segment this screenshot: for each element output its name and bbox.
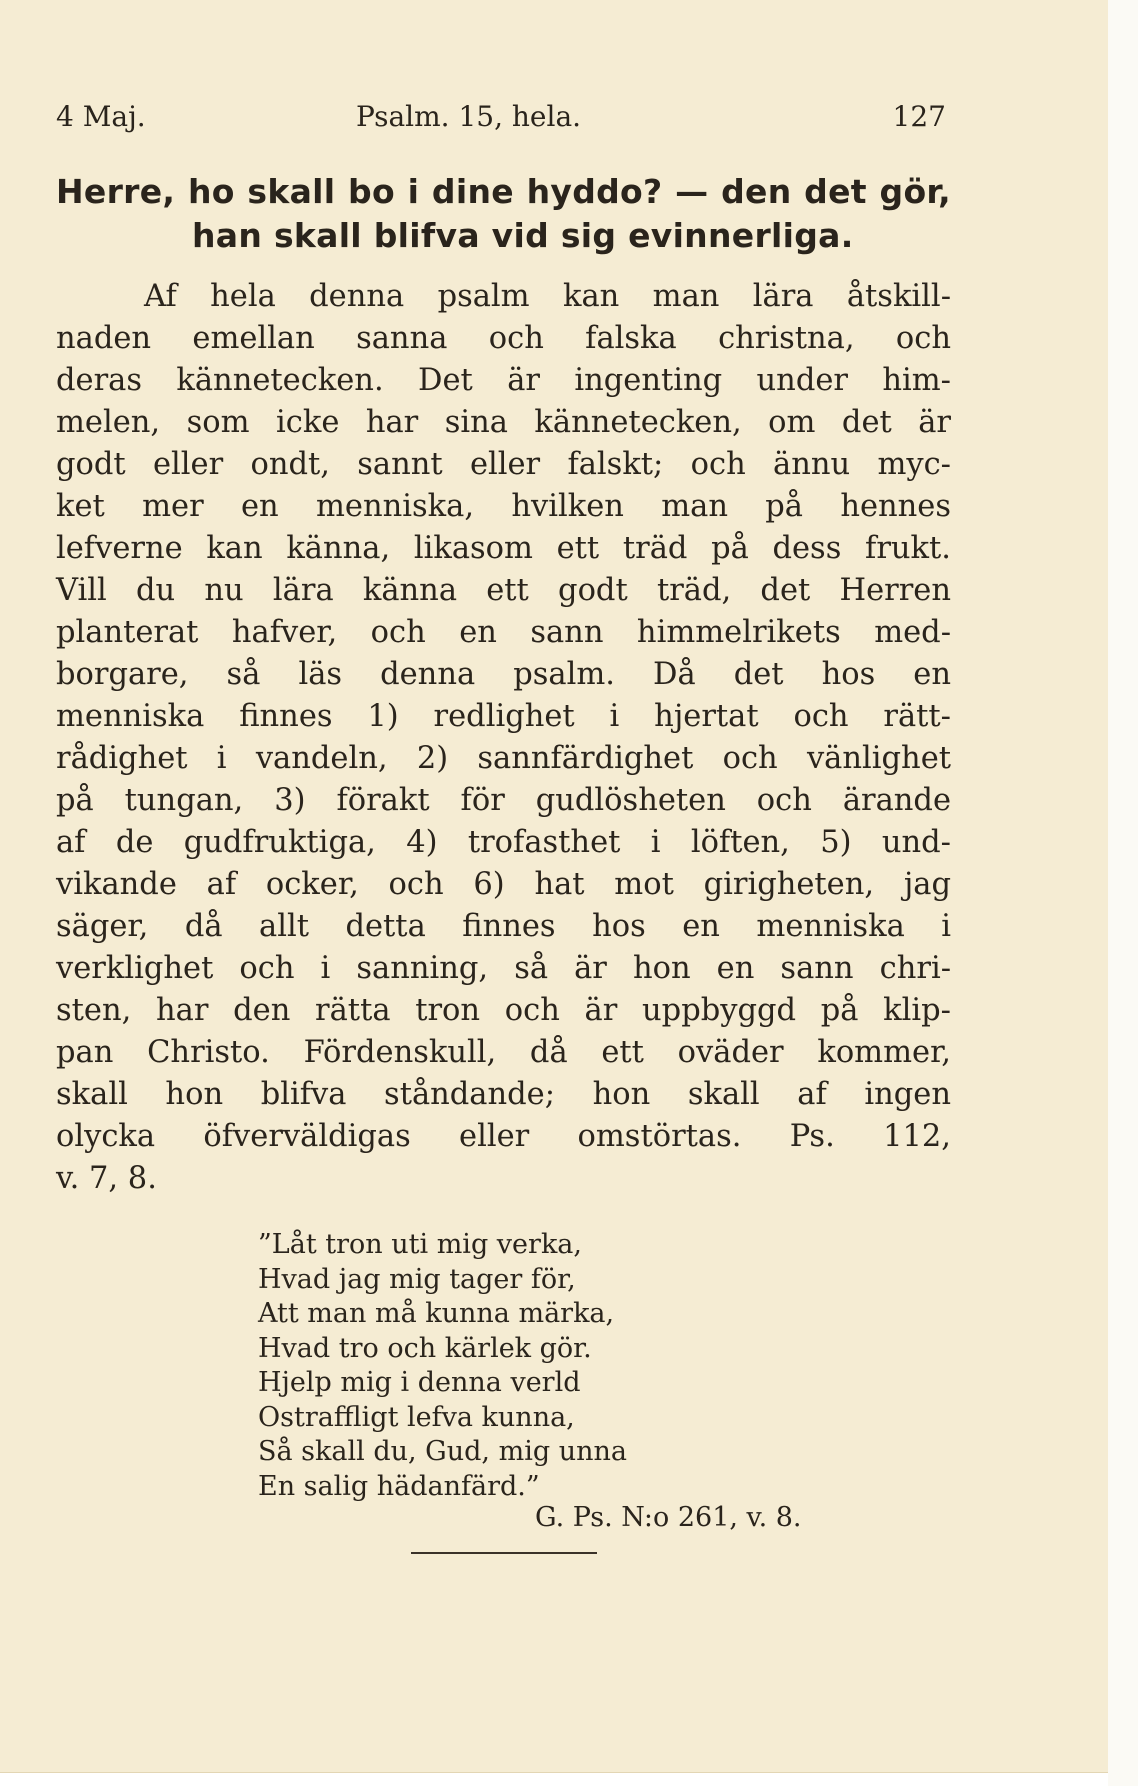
body-line: naden emellan sanna och falska christna, och: [56, 321, 951, 356]
body-line: sten, har den rätta tron och är uppbyggd på klip-: [56, 993, 951, 1028]
body-line: säger, då allt detta finnes hos en menniska i: [56, 909, 951, 944]
verse-line: Hjelp mig i denna verld: [258, 1367, 581, 1398]
header-date: 4 Maj.: [56, 100, 146, 133]
body-line: Af hela denna psalm kan man lära åtskill-: [144, 279, 951, 314]
verse-line: ”Låt tron uti mig verka,: [258, 1229, 582, 1260]
section-divider: [411, 1552, 597, 1554]
verse-line: Hvad tro och kärlek gör.: [258, 1332, 592, 1364]
body-line: Vill du nu lära känna ett godt träd, det Herren: [56, 573, 951, 608]
header-psalm-reference: Psalm. 15, hela.: [356, 100, 582, 133]
scan-margin: [1108, 0, 1138, 1786]
body-line: rådighet i vandeln, 2) sannfärdighet och vänlighet: [56, 741, 951, 776]
body-line: planterat hafver, och en sann himmelrikets med-: [56, 615, 951, 650]
running-head: [56, 100, 946, 140]
verse-line: En salig hädanfärd.”: [258, 1470, 540, 1502]
body-line: af de gudfruktiga, 4) trofasthet i löften, 5) und-: [56, 825, 951, 860]
hymn-verse: [258, 1228, 898, 1504]
body-line: borgare, så läs denna psalm. Då det hos en: [56, 657, 951, 692]
motto-line-1: Herre, ho skall bo i dine hyddo? — den det gör,: [56, 172, 951, 211]
body-line: skall hon blifva ståndande; hon skall af ingen: [56, 1077, 951, 1112]
verse-line: Hvad jag mig tager för,: [258, 1263, 576, 1295]
body-line: deras kännetecken. Det är ingenting under him-: [56, 363, 951, 398]
body-line: pan Christo. Fördenskull, då ett oväder kommer,: [56, 1035, 951, 1070]
body-line: menniska finnes 1) redlighet i hjertat och rätt-: [56, 699, 951, 734]
motto-line-2: han skall blifva vid sig evinnerliga.: [192, 216, 854, 255]
body-line: v. 7, 8.: [56, 1161, 157, 1196]
hymn-source: G. Ps. N:o 261, v. 8.: [535, 1502, 802, 1533]
body-line: på tungan, 3) förakt för gudlösheten och ärande: [56, 783, 951, 818]
body-line: godt eller ondt, sannt eller falskt; och ännu myc-: [56, 447, 951, 482]
body-line: verklighet och i sanning, så är hon en sann chri-: [56, 951, 951, 986]
motto-verse: [56, 170, 956, 258]
verse-line: Att man må kunna märka,: [258, 1298, 615, 1329]
body-line: melen, som icke har sina kännetecken, om det är: [56, 405, 951, 440]
body-line: vikande af ocker, och 6) hat mot girigheten, jag: [56, 867, 951, 902]
page-number: 127: [892, 100, 946, 133]
verse-line: Så skall du, Gud, mig unna: [258, 1436, 627, 1467]
body-line: lefverne kan känna, likasom ett träd på dess frukt.: [56, 531, 951, 566]
body-line: ket mer en menniska, hvilken man på hennes: [56, 489, 951, 524]
verse-line: Ostraffligt lefva kunna,: [258, 1401, 575, 1433]
body-line: olycka öfverväldigas eller omstörtas. Ps. 112,: [56, 1119, 951, 1154]
body-paragraph: [56, 276, 951, 1200]
